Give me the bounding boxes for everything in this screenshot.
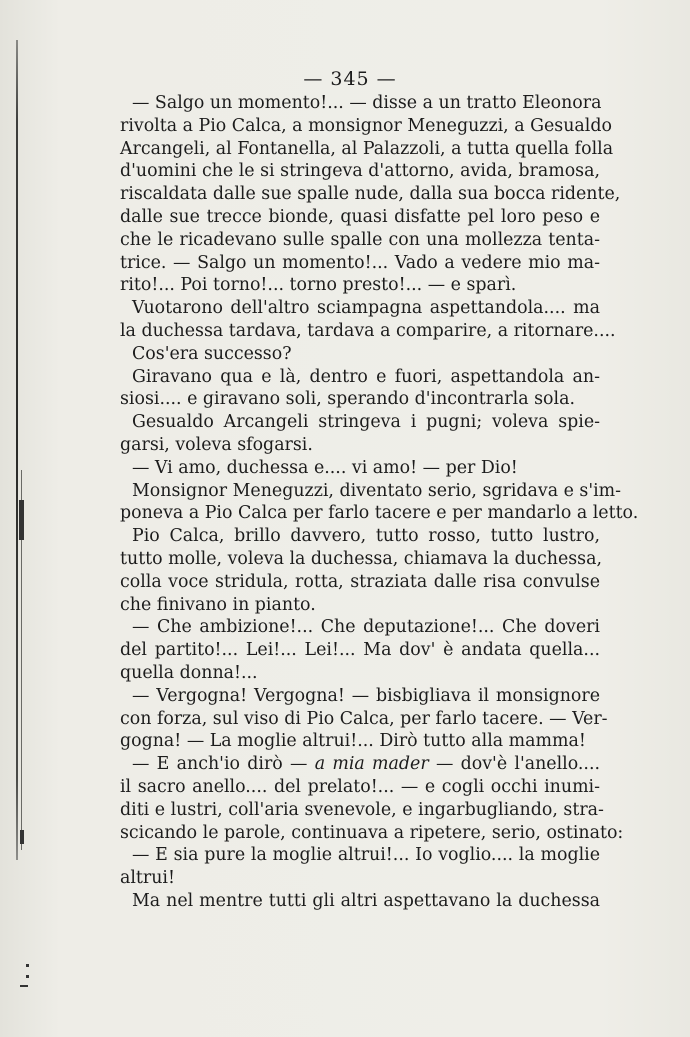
text-line (120, 434, 600, 457)
text-segment: che le ricadevano sulle spalle con una mollezza tenta- (120, 229, 600, 250)
text-line (120, 502, 639, 525)
text-segment: quella donna!... (120, 662, 258, 683)
text-line (120, 274, 600, 297)
text-line (120, 183, 621, 206)
edge-mark (26, 964, 29, 967)
text-line (120, 799, 604, 822)
edge-mark (19, 500, 24, 540)
text-segment: garsi, voleva sfogarsi. (120, 434, 313, 455)
text-segment: Arcangeli, al Fontanella, al Palazzoli, a tutta quella folla (120, 138, 614, 159)
text-line (120, 480, 622, 503)
text-line (120, 138, 614, 161)
text-line (120, 115, 612, 138)
text-segment: del partito!... Lei!... Lei!... Ma dov' è andata quella... (120, 640, 600, 661)
text-line (120, 867, 600, 890)
text-line (120, 457, 600, 480)
text-segment: d'uomini che le si stringeva d'attorno, avida, bramosa, (120, 161, 600, 182)
text-segment: rito!... Poi torno!... torno presto!... — e sparì. (120, 275, 517, 296)
text-line (120, 708, 608, 731)
italic-text: a mia mader (314, 754, 429, 775)
edge-mark (26, 975, 29, 978)
text-segment: poneva a Pio Calca per farlo tacere e per mandarlo a letto. (120, 503, 639, 524)
text-line (120, 297, 600, 320)
text-line (120, 685, 600, 708)
text-line (120, 252, 600, 275)
text-line (120, 525, 600, 548)
text-line (120, 343, 600, 366)
text-line (120, 890, 600, 913)
text-segment: Ma nel mentre tutti gli altri aspettavano la duchessa (132, 890, 600, 911)
text-segment: riscaldata dalle sue spalle nude, dalla sua bocca ridente, (120, 184, 621, 205)
text-segment: Monsignor Meneguzzi, diventato serio, sgridava e s'im- (132, 480, 622, 501)
text-segment: dalle sue trecce bionde, quasi disfatte pel loro peso e (120, 206, 600, 227)
text-segment: — E anch'io dirò — (132, 754, 315, 775)
text-line (120, 639, 600, 662)
text-segment: — E sia pure la moglie altrui!... Io voglio.... la moglie (132, 845, 600, 866)
text-segment: colla voce stridula, rotta, straziata dalle risa convulse (120, 571, 600, 592)
text-line (120, 776, 600, 799)
text-line (120, 616, 600, 639)
text-segment: Gesualdo Arcangeli stringeva i pugni; voleva spie- (132, 412, 600, 433)
text-segment: Cos'era successo? (132, 343, 292, 364)
page-number: — 345 — (303, 68, 397, 90)
text-segment: trice. — Salgo un momento!... Vado a vedere mio ma- (120, 252, 600, 273)
text-segment: con forza, sul viso di Pio Calca, per farlo tacere. — Ver- (120, 708, 608, 729)
text-line (120, 594, 600, 617)
text-segment: Giravano qua e là, dentro e fuori, aspettandola an- (132, 366, 600, 387)
text-line (120, 571, 600, 594)
text-segment: Vuotarono dell'altro sciampagna aspettandola.... ma (132, 298, 600, 319)
text-segment: siosi.... e giravano soli, sperando d'incontrarla sola. (120, 389, 575, 410)
text-line (120, 92, 600, 115)
text-segment: tutto molle, voleva la duchessa, chiamava la duchessa, (120, 548, 602, 569)
text-segment: il sacro anello.... del prelato!... — e cogli occhi inumi- (120, 776, 600, 797)
text-line (120, 388, 600, 411)
text-line (120, 229, 600, 252)
text-segment: — Vergogna! Vergogna! — bisbigliava il monsignore (132, 685, 600, 706)
binding-edge (16, 40, 18, 860)
text-line (120, 411, 600, 434)
text-line (120, 662, 600, 685)
edge-mark (20, 830, 24, 844)
text-segment: la duchessa tardava, tardava a comparire, a ritornare.... (120, 320, 616, 341)
text-segment: — Vi amo, duchessa e.... vi amo! — per Dio! (132, 457, 518, 478)
text-line (120, 160, 600, 183)
text-segment: altrui! (120, 868, 175, 889)
text-line (120, 548, 600, 571)
text-line (120, 320, 616, 343)
text-line (120, 844, 600, 867)
text-line (120, 206, 600, 229)
text-segment: — Salgo un momento!... — disse a un tratto Eleonora (132, 93, 602, 113)
text-line (120, 366, 600, 389)
text-segment: che finivano in pianto. (120, 594, 316, 615)
text-line (120, 822, 624, 845)
edge-mark (20, 985, 28, 987)
body-text (120, 92, 639, 913)
text-segment: — Che ambizione!... Che deputazione!... Che doveri (132, 617, 600, 638)
text-line (120, 753, 600, 776)
text-segment: rivolta a Pio Calca, a monsignor Meneguzzi, a Gesualdo (120, 115, 612, 136)
text-segment: — dov'è l'anello.... (428, 754, 600, 775)
text-line (120, 730, 600, 753)
text-segment: gogna! — La moglie altrui!... Dirò tutto alla mamma! (120, 731, 586, 752)
text-segment: diti e lustri, coll'aria svenevole, e ingarbugliando, stra- (120, 799, 604, 820)
text-segment: scicando le parole, continuava a ripetere, serio, ostinato: (120, 822, 624, 843)
text-segment: Pio Calca, brillo davvero, tutto rosso, tutto lustro, (132, 526, 600, 547)
